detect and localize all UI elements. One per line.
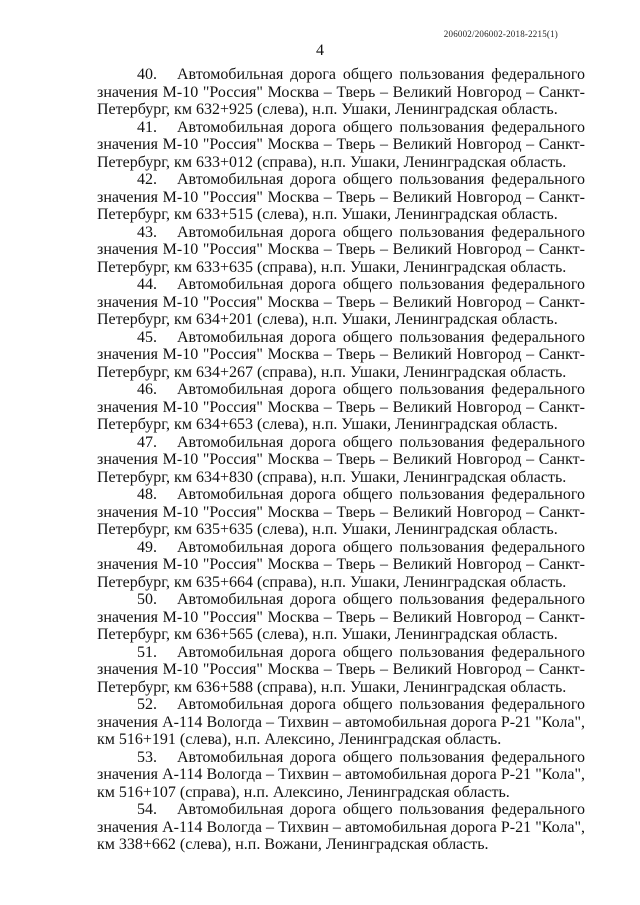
list-item (97, 644, 585, 697)
list-item (97, 224, 585, 277)
item-number: 41. (137, 118, 157, 136)
item-text-line: Автомобильная дорога общего пользования федерального (177, 801, 585, 818)
item-number: 47. (137, 433, 157, 451)
item-text-line: значения А-114 Вологда – Тихвин – автомобильная дорога Р-21 "Кола", (97, 766, 585, 783)
item-text-line: Автомобильная дорога общего пользования федерального (177, 643, 585, 661)
item-text-line: Автомобильная дорога общего пользования федерального (177, 591, 585, 608)
list-item (97, 276, 585, 329)
item-number: 49. (137, 538, 157, 556)
list-item (97, 486, 585, 539)
item-text-line: км 338+662 (слева), н.п. Вожани, Ленинградская область. (97, 836, 489, 853)
list-item (97, 329, 585, 382)
item-text-line: км 516+191 (слева), н.п. Алексино, Ленинградская область. (97, 731, 502, 748)
item-text-line: значения А-114 Вологда – Тихвин – автомобильная дорога Р-21 "Кола", (97, 713, 585, 731)
item-text-line: Петербург, км 633+515 (слева), н.п. Ушаки, Ленинградская область. (97, 206, 558, 223)
item-number: 42. (137, 171, 157, 188)
item-text-line: Петербург, км 634+653 (слева), н.п. Ушаки, Ленинградская область. (97, 416, 558, 433)
item-number: 44. (137, 276, 157, 293)
item-number: 52. (137, 696, 157, 713)
item-text-line: Автомобильная дорога общего пользования федерального (177, 381, 585, 398)
list-item (97, 171, 585, 224)
item-number: 46. (137, 381, 157, 398)
list-item (97, 119, 585, 172)
item-list (97, 66, 585, 854)
item-text-line: значения М-10 "Россия" Москва – Тверь – Великий Новгород – Санкт- (97, 346, 585, 363)
list-item (97, 66, 585, 119)
item-text-line: Автомобильная дорога общего пользования федерального (177, 433, 585, 451)
item-text-line: Петербург, км 633+635 (справа), н.п. Ушаки, Ленинградская область. (97, 258, 567, 276)
list-item (97, 539, 585, 592)
item-text-line: Автомобильная дорога общего пользования федерального (177, 171, 585, 188)
item-text-line: Петербург, км 636+565 (слева), н.п. Ушаки, Ленинградская область. (97, 626, 558, 643)
page-number: 4 (316, 42, 324, 59)
item-text-line: значения М-10 "Россия" Москва – Тверь – Великий Новгород – Санкт- (97, 241, 585, 258)
item-number: 45. (137, 328, 157, 346)
item-text-line: Автомобильная дорога общего пользования федерального (177, 748, 585, 766)
list-item (97, 801, 585, 854)
item-number: 43. (137, 223, 157, 241)
item-text-line: Петербург, км 632+925 (слева), н.п. Ушаки, Ленинградская область. (97, 101, 558, 118)
item-text-line: Автомобильная дорога общего пользования федерального (177, 66, 585, 83)
item-number: 50. (137, 591, 157, 608)
item-text-line: значения М-10 "Россия" Москва – Тверь – Великий Новгород – Санкт- (97, 293, 585, 311)
item-number: 48. (137, 486, 157, 503)
document-id: 206002/206002-2018-2215(1) (443, 29, 558, 39)
list-item (97, 381, 585, 434)
item-number: 51. (137, 643, 157, 661)
item-text-line: Автомобильная дорога общего пользования федерального (177, 223, 585, 241)
item-text-line: Автомобильная дорога общего пользования федерального (177, 328, 585, 346)
item-text-line: значения М-10 "Россия" Москва – Тверь – Великий Новгород – Санкт- (97, 661, 585, 678)
item-text-line: Петербург, км 634+830 (справа), н.п. Ушаки, Ленинградская область. (97, 468, 567, 486)
item-text-line: км 516+107 (справа), н.п. Алексино, Ленинградская область. (97, 783, 510, 801)
item-number: 53. (137, 748, 157, 766)
item-text-line: значения М-10 "Россия" Москва – Тверь – Великий Новгород – Санкт- (97, 136, 585, 153)
list-item (97, 434, 585, 487)
item-text-line: Автомобильная дорога общего пользования федерального (177, 538, 585, 556)
item-text-line: значения М-10 "Россия" Москва – Тверь – Великий Новгород – Санкт- (97, 556, 585, 573)
item-number: 40. (137, 66, 157, 83)
item-text-line: значения М-10 "Россия" Москва – Тверь – Великий Новгород – Санкт- (97, 503, 585, 521)
list-item (97, 749, 585, 802)
item-text-line: Петербург, км 636+588 (справа), н.п. Ушаки, Ленинградская область. (97, 678, 567, 696)
item-text-line: значения А-114 Вологда – Тихвин – автомобильная дорога Р-21 "Кола", (97, 818, 585, 836)
item-text-line: Петербург, км 634+201 (слева), н.п. Ушаки, Ленинградская область. (97, 311, 558, 328)
item-text-line: Петербург, км 635+664 (справа), н.п. Ушаки, Ленинградская область. (97, 573, 567, 591)
item-text-line: Автомобильная дорога общего пользования федерального (177, 486, 585, 503)
item-text-line: значения М-10 "Россия" Москва – Тверь – Великий Новгород – Санкт- (97, 451, 585, 468)
item-number: 54. (137, 801, 157, 818)
item-text-line: Автомобильная дорога общего пользования федерального (177, 276, 585, 293)
item-text-line: Петербург, км 635+635 (слева), н.п. Ушаки, Ленинградская область. (97, 521, 558, 538)
item-text-line: значения М-10 "Россия" Москва – Тверь – Великий Новгород – Санкт- (97, 608, 585, 626)
list-item (97, 696, 585, 749)
item-text-line: значения М-10 "Россия" Москва – Тверь – Великий Новгород – Санкт- (97, 188, 585, 206)
list-item (97, 591, 585, 644)
item-text-line: Автомобильная дорога общего пользования федерального (177, 696, 585, 713)
item-text-line: значения М-10 "Россия" Москва – Тверь – Великий Новгород – Санкт- (97, 398, 585, 416)
item-text-line: Петербург, км 634+267 (справа), н.п. Ушаки, Ленинградская область. (97, 363, 567, 381)
item-text-line: Петербург, км 633+012 (справа), н.п. Ушаки, Ленинградская область. (97, 153, 567, 171)
item-text-line: значения М-10 "Россия" Москва – Тверь – Великий Новгород – Санкт- (97, 83, 585, 101)
item-text-line: Автомобильная дорога общего пользования федерального (177, 118, 585, 136)
